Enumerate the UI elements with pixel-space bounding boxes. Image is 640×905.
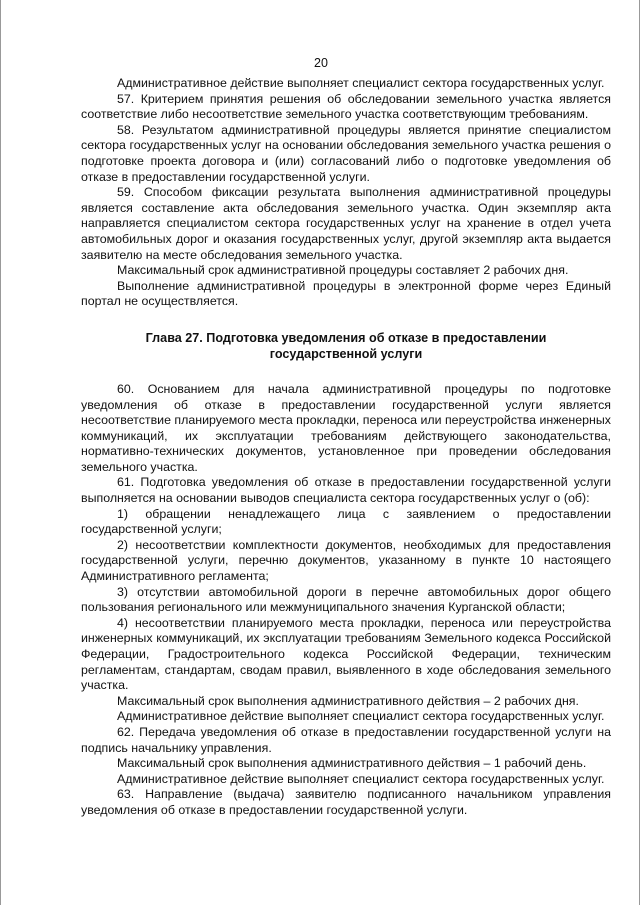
paragraph: Административное действие выполняет специалист сектора государственных услуг. (117, 709, 605, 724)
paragraph: 62. Передача уведомления об отказе в предоставлении государственной услуги на подпись начальнику управления. (81, 724, 611, 755)
paragraph: 61. Подготовка уведомления об отказе в предоставлении государственной услуги выполняется на основании выводов специалиста сектора государственных услуг о (об): (81, 475, 611, 506)
paragraph: Выполнение административной процедуры в электронной форме через Единый портал не осуществляется. (81, 278, 611, 309)
paragraph: 57. Критерием принятия решения об обследовании земельного участка является соответствие либо несоответствие земельного участка соответствующим требованиям. (81, 91, 611, 122)
list-item: 3) отсутствии автомобильной дороги в перечне автомобильных дорог общего пользования регионального или межмуниципального значения Курганской области; (81, 584, 611, 615)
list-item: 4) несоответствии планируемого места прокладки, переноса или переустройства инженерных коммуникаций, их эксплуатации требованиям Земельного кодекса Российской Федерации, Градостроительного кодекса Российской Федерации, техническим регламентам, стандартам, сводам правил, выявленного в ходе обследования земельного участка. (81, 615, 611, 693)
chapter-heading: Глава 27. Подготовка уведомления об отказе в предоставлении государственной услуги (145, 330, 547, 361)
paragraph: Максимальный срок выполнения административного действия – 2 рабочих дня. (117, 693, 579, 708)
paragraph: 58. Результатом административной процедуры является принятие специалистом сектора государственных услуг на основании обследования земельного участка решения о подготовке проекта договора и (или) согласований либо о подготовке уведомления об отказе в предоставлении государственной услуги. (81, 122, 611, 184)
paragraph: Максимальный срок административной процедуры составляет 2 рабочих дня. (117, 263, 569, 278)
document-body (81, 76, 611, 819)
paragraph: 63. Направление (выдача) заявителю подписанного начальником управления уведомления об отказе в предоставлении государственной услуги. (81, 787, 611, 817)
paragraph: 60. Основанием для начала административной процедуры по подготовке уведомления об отказе в предоставлении государственной услуги является несоответствие планируемого места прокладки, переноса или переустройства инженерных коммуникаций, их эксплуатации требованиям действующего законодательства, нормативно-технических документов, установленное при проведении обследования земельного участка. (81, 381, 612, 474)
paragraph: Максимальный срок выполнения административного действия – 1 рабочий день. (117, 756, 587, 771)
list-item: 2) несоответствии комплектности документов, необходимых для предоставления государственной услуги, перечню документов, указанному в пункте 10 настоящего Административного регламента; (81, 537, 611, 584)
paragraph: Административное действие выполняет специалист сектора государственных услуг. (117, 771, 605, 786)
page-number: 20 (314, 56, 328, 70)
list-item: 1) обращении ненадлежащего лица с заявлением о предоставлении государственной услуги; (81, 506, 611, 537)
paragraph: 59. Способом фиксации результата выполнения административной процедуры является составление акта обследования земельного участка. Один экземпляр акта направляется специалистом сектора государственных услуг на хранение в отдел учета автомобильных дорог и оказания государственных услуг, другой экземпляр акта выдается заявителю на месте обследования земельного участка. (81, 185, 611, 262)
paragraph: Административное действие выполняет специалист сектора государственных услуг. (117, 76, 605, 90)
